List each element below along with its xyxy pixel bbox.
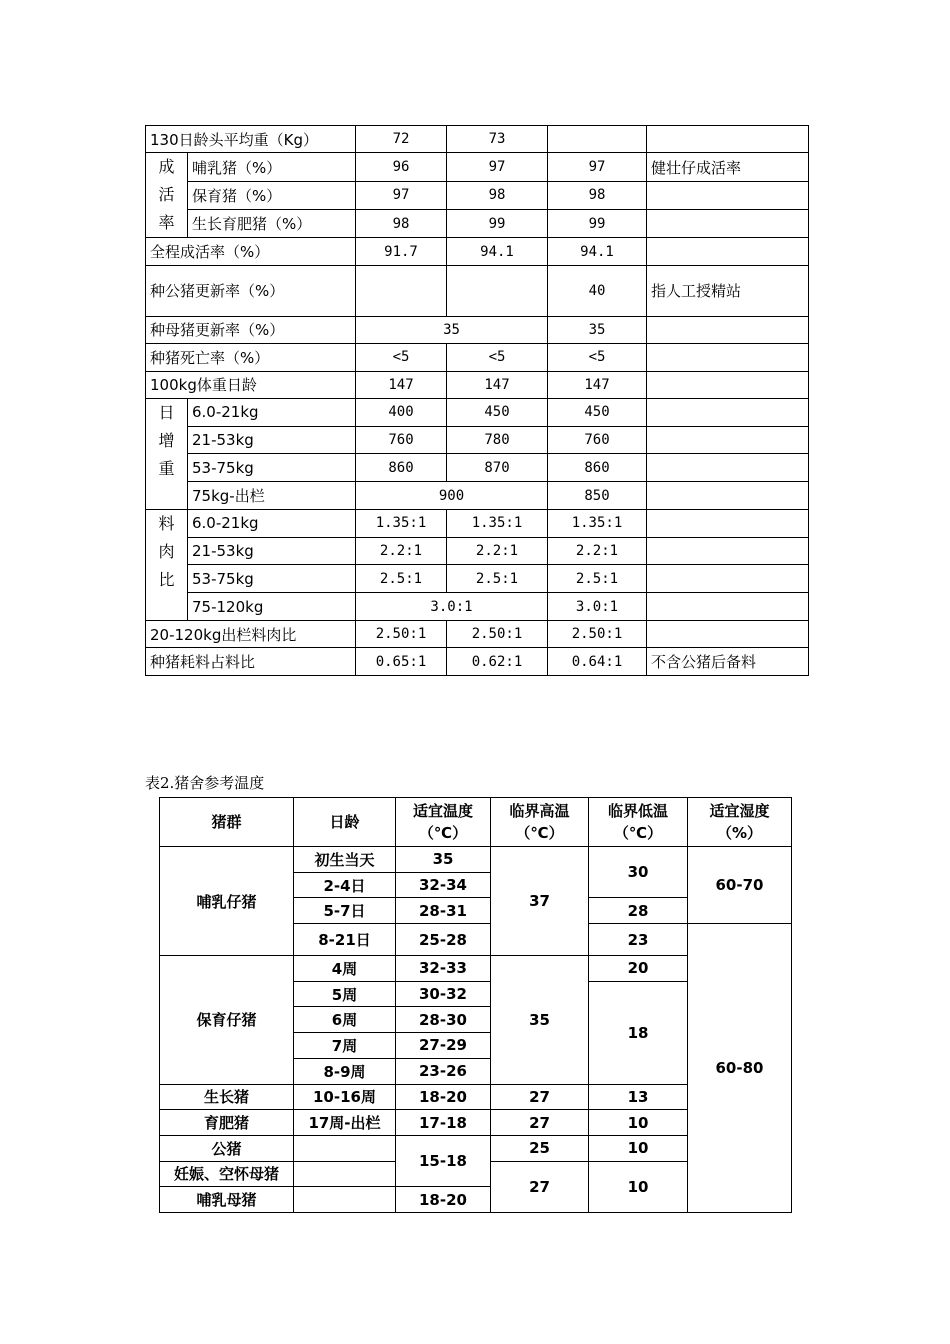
cell: 97 bbox=[356, 181, 447, 209]
header-humidity: 适宜湿度 （%） bbox=[688, 798, 792, 847]
table-row bbox=[146, 238, 809, 265]
opt-temp-cell: 28-31 bbox=[396, 898, 491, 924]
cell: 450 bbox=[447, 398, 548, 426]
cell: 147 bbox=[447, 371, 548, 398]
cell: 900 bbox=[356, 482, 548, 510]
cell: 2.2:1 bbox=[548, 537, 647, 565]
table-row bbox=[146, 426, 809, 454]
note: 不含公猪后备料 bbox=[647, 648, 809, 675]
age-cell: 17周-出栏 bbox=[294, 1110, 396, 1136]
pig-house-temperature-table bbox=[159, 797, 792, 1213]
row-label: 保育猪（%） bbox=[188, 181, 356, 209]
row-label: 种母猪更新率（%） bbox=[146, 316, 356, 343]
cell: 870 bbox=[447, 454, 548, 482]
group-finisher: 育肥猪 bbox=[160, 1110, 294, 1136]
cell: 99 bbox=[548, 210, 647, 238]
note bbox=[647, 126, 809, 153]
cell: 3.0:1 bbox=[548, 593, 647, 621]
low-temp-cell: 28 bbox=[589, 898, 688, 924]
age-cell-empty bbox=[294, 1135, 396, 1161]
low-temp-cell: 10 bbox=[589, 1161, 688, 1212]
table-row bbox=[146, 153, 809, 181]
cell: <5 bbox=[548, 344, 647, 371]
note bbox=[647, 537, 809, 565]
opt-temp-cell: 18-20 bbox=[396, 1084, 491, 1110]
row-label: 种公猪更新率（%） bbox=[146, 265, 356, 316]
row-label: 75-120kg bbox=[188, 593, 356, 621]
cell: 450 bbox=[548, 398, 647, 426]
table-row bbox=[146, 316, 809, 343]
opt-temp-cell: 15-18 bbox=[396, 1135, 491, 1186]
note bbox=[647, 620, 809, 647]
note: 指人工授精站 bbox=[647, 265, 809, 316]
note bbox=[647, 398, 809, 426]
low-temp-cell: 18 bbox=[589, 981, 688, 1084]
cell: 2.50:1 bbox=[356, 620, 447, 647]
cell: 1.35:1 bbox=[548, 509, 647, 537]
opt-temp-cell: 30-32 bbox=[396, 981, 491, 1007]
group-nursery-piglets: 保育仔猪 bbox=[160, 956, 294, 1084]
cell: 760 bbox=[356, 426, 447, 454]
age-cell: 6周 bbox=[294, 1007, 396, 1033]
humidity-cell: 60-80 bbox=[688, 924, 792, 1213]
row-label: 全程成活率（%） bbox=[146, 238, 356, 265]
cell: 1.35:1 bbox=[356, 509, 447, 537]
low-temp-cell: 30 bbox=[589, 847, 688, 898]
cell: 2.2:1 bbox=[447, 537, 548, 565]
table-row bbox=[146, 482, 809, 510]
cell: 0.62:1 bbox=[447, 648, 548, 675]
table-row bbox=[146, 398, 809, 426]
header-age: 日龄 bbox=[294, 798, 396, 847]
note bbox=[647, 565, 809, 593]
row-label: 种猪死亡率（%） bbox=[146, 344, 356, 371]
cell: 99 bbox=[447, 210, 548, 238]
high-temp-cell: 35 bbox=[491, 956, 589, 1084]
cell: 2.50:1 bbox=[447, 620, 548, 647]
table-row bbox=[146, 648, 809, 675]
cell: 94.1 bbox=[548, 238, 647, 265]
high-temp-cell: 27 bbox=[491, 1161, 589, 1212]
opt-temp-cell: 28-30 bbox=[396, 1007, 491, 1033]
cell: <5 bbox=[356, 344, 447, 371]
table-row bbox=[146, 344, 809, 371]
row-label: 6.0-21kg bbox=[188, 509, 356, 537]
table-row bbox=[160, 847, 792, 873]
header-opt-temp: 适宜温度 （℃） bbox=[396, 798, 491, 847]
cell: 94.1 bbox=[447, 238, 548, 265]
note bbox=[647, 316, 809, 343]
cell: 97 bbox=[548, 153, 647, 181]
opt-temp-cell: 27-29 bbox=[396, 1033, 491, 1059]
cell: 35 bbox=[548, 316, 647, 343]
low-temp-cell: 13 bbox=[589, 1084, 688, 1110]
cell: <5 bbox=[447, 344, 548, 371]
low-temp-cell: 23 bbox=[589, 924, 688, 956]
cell: 40 bbox=[548, 265, 647, 316]
row-label: 20-120kg出栏料肉比 bbox=[146, 620, 356, 647]
opt-temp-cell: 18-20 bbox=[396, 1187, 491, 1213]
table-row bbox=[146, 210, 809, 238]
cell: 400 bbox=[356, 398, 447, 426]
group-grower: 生长猪 bbox=[160, 1084, 294, 1110]
note bbox=[647, 371, 809, 398]
cell: 3.0:1 bbox=[356, 593, 548, 621]
row-label: 21-53kg bbox=[188, 537, 356, 565]
row-label: 21-53kg bbox=[188, 426, 356, 454]
cell: 35 bbox=[356, 316, 548, 343]
age-cell: 8-9周 bbox=[294, 1058, 396, 1084]
row-label: 53-75kg bbox=[188, 565, 356, 593]
cell: 850 bbox=[548, 482, 647, 510]
row-label: 6.0-21kg bbox=[188, 398, 356, 426]
group-label-daily-gain: 日 增 重 bbox=[146, 398, 188, 509]
header-low-temp: 临界低温 （℃） bbox=[589, 798, 688, 847]
cell: 0.65:1 bbox=[356, 648, 447, 675]
cell: 72 bbox=[356, 126, 447, 153]
low-temp-cell: 10 bbox=[589, 1135, 688, 1161]
table-header-row bbox=[160, 798, 792, 847]
opt-temp-cell: 32-33 bbox=[396, 956, 491, 982]
cell: 1.35:1 bbox=[447, 509, 548, 537]
age-cell-empty bbox=[294, 1161, 396, 1187]
cell: 0.64:1 bbox=[548, 648, 647, 675]
row-label: 130日龄头平均重（Kg） bbox=[146, 126, 356, 153]
table-row bbox=[146, 565, 809, 593]
group-label-survival: 成 活 率 bbox=[146, 153, 188, 238]
note bbox=[647, 238, 809, 265]
opt-temp-cell: 35 bbox=[396, 847, 491, 873]
opt-temp-cell: 23-26 bbox=[396, 1058, 491, 1084]
high-temp-cell: 25 bbox=[491, 1135, 589, 1161]
row-label: 100kg体重日龄 bbox=[146, 371, 356, 398]
cell: 147 bbox=[356, 371, 447, 398]
table-row bbox=[146, 126, 809, 153]
age-cell: 4周 bbox=[294, 956, 396, 982]
note bbox=[647, 509, 809, 537]
age-cell: 2-4日 bbox=[294, 872, 396, 898]
table2-caption: 表2.猪舍参考温度 bbox=[145, 774, 265, 792]
opt-temp-cell: 25-28 bbox=[396, 924, 491, 956]
cell bbox=[548, 126, 647, 153]
age-cell: 5-7日 bbox=[294, 898, 396, 924]
cell: 2.2:1 bbox=[356, 537, 447, 565]
cell: 2.5:1 bbox=[548, 565, 647, 593]
high-temp-cell: 27 bbox=[491, 1084, 589, 1110]
note bbox=[647, 593, 809, 621]
opt-temp-cell: 32-34 bbox=[396, 872, 491, 898]
cell: 97 bbox=[447, 153, 548, 181]
note: 健壮仔成活率 bbox=[647, 153, 809, 181]
cell: 2.5:1 bbox=[356, 565, 447, 593]
humidity-cell: 60-70 bbox=[688, 847, 792, 924]
note bbox=[647, 454, 809, 482]
low-temp-cell: 20 bbox=[589, 956, 688, 982]
group-label-feed-ratio: 料 肉 比 bbox=[146, 509, 188, 620]
note bbox=[647, 426, 809, 454]
row-label: 75kg-出栏 bbox=[188, 482, 356, 510]
row-label: 哺乳猪（%） bbox=[188, 153, 356, 181]
cell: 2.50:1 bbox=[548, 620, 647, 647]
group-suckling-piglets: 哺乳仔猪 bbox=[160, 847, 294, 956]
cell: 98 bbox=[548, 181, 647, 209]
table-row bbox=[146, 265, 809, 316]
header-group: 猪群 bbox=[160, 798, 294, 847]
note bbox=[647, 210, 809, 238]
cell: 860 bbox=[356, 454, 447, 482]
cell: 98 bbox=[356, 210, 447, 238]
header-high-temp: 临界高温 （℃） bbox=[491, 798, 589, 847]
cell: 780 bbox=[447, 426, 548, 454]
cell: 98 bbox=[447, 181, 548, 209]
note bbox=[647, 181, 809, 209]
opt-temp-cell: 17-18 bbox=[396, 1110, 491, 1136]
cell: 147 bbox=[548, 371, 647, 398]
table-row bbox=[146, 593, 809, 621]
low-temp-cell: 10 bbox=[589, 1110, 688, 1136]
cell: 91.7 bbox=[356, 238, 447, 265]
cell bbox=[356, 265, 447, 316]
cell: 2.5:1 bbox=[447, 565, 548, 593]
age-cell-empty bbox=[294, 1187, 396, 1213]
cell: 96 bbox=[356, 153, 447, 181]
table-row bbox=[146, 509, 809, 537]
row-label: 生长育肥猪（%） bbox=[188, 210, 356, 238]
age-cell: 5周 bbox=[294, 981, 396, 1007]
note bbox=[647, 344, 809, 371]
table-row bbox=[146, 620, 809, 647]
group-boar: 公猪 bbox=[160, 1135, 294, 1161]
group-gestating-sows: 妊娠、空怀母猪 bbox=[160, 1161, 294, 1187]
age-cell: 初生当天 bbox=[294, 847, 396, 873]
high-temp-cell: 37 bbox=[491, 847, 589, 956]
production-indicators-table bbox=[145, 125, 809, 676]
high-temp-cell: 27 bbox=[491, 1110, 589, 1136]
note bbox=[647, 482, 809, 510]
cell: 73 bbox=[447, 126, 548, 153]
row-label: 种猪耗料占料比 bbox=[146, 648, 356, 675]
cell bbox=[447, 265, 548, 316]
cell: 860 bbox=[548, 454, 647, 482]
age-cell: 10-16周 bbox=[294, 1084, 396, 1110]
table-row bbox=[146, 181, 809, 209]
age-cell: 7周 bbox=[294, 1033, 396, 1059]
table-row bbox=[146, 537, 809, 565]
cell: 760 bbox=[548, 426, 647, 454]
table-row bbox=[146, 454, 809, 482]
table-row bbox=[146, 371, 809, 398]
age-cell: 8-21日 bbox=[294, 924, 396, 956]
row-label: 53-75kg bbox=[188, 454, 356, 482]
group-lactating-sows: 哺乳母猪 bbox=[160, 1187, 294, 1213]
